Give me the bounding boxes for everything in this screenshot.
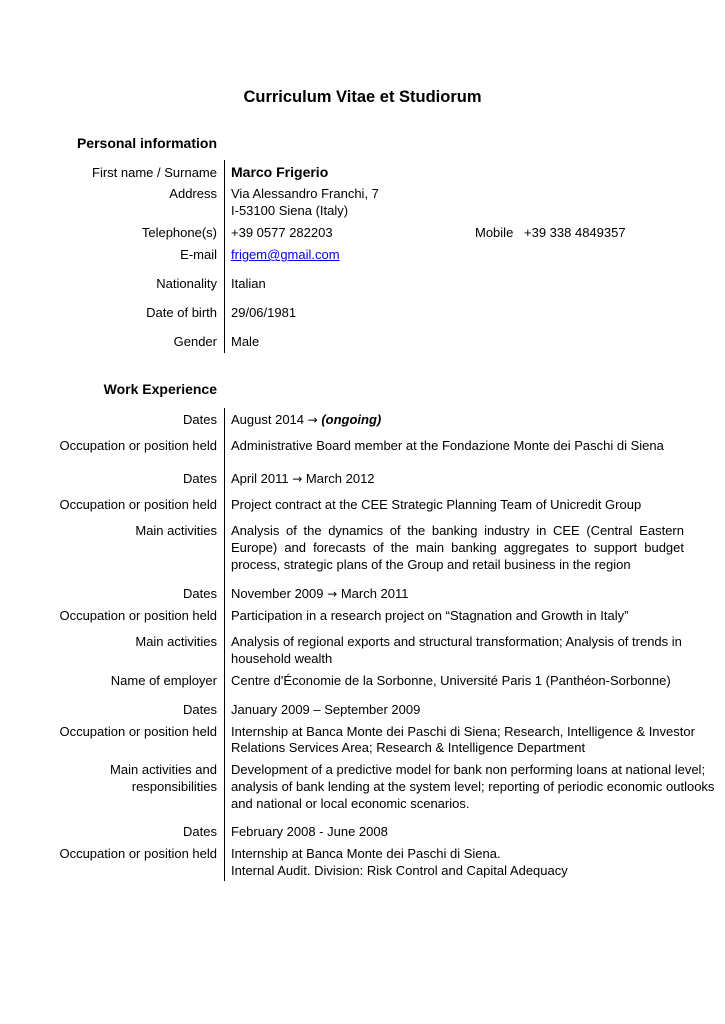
job1-occupation-label: Occupation or position held [59,438,217,453]
arrow-right-icon: → [307,413,318,427]
job1-occupation: Administrative Board member at the Fondazione Monte dei Paschi di Siena [231,438,664,453]
arrow-right-icon: → [292,472,303,486]
personal-info-heading: Personal information [76,135,217,151]
dob-label: Date of birth [146,305,217,320]
nationality-label: Nationality [156,276,217,291]
job4-occupation-line-1: Internship at Banca Monte dei Paschi di Siena; Research, Intelligence & Investor [231,724,695,739]
gender-label: Gender [173,334,217,349]
job4-activities-line-1: Development of a predictive model for bank non performing loans at national level; [231,762,706,777]
job4-activities-label-line-1: Main activities and [110,762,217,777]
job5-occupation-line-1: Internship at Banca Monte dei Paschi di Siena. [231,846,501,861]
job3-dates-label: Dates [183,586,217,601]
mobile-value: +39 338 4849357 [524,225,626,240]
job4-activities-line-3: and national or local economic scenarios. [231,796,470,811]
job2-dates: April 2011 → March 2012 [231,471,375,486]
job1-dates: August 2014 → (ongoing) [231,412,382,427]
address-line-1: Via Alessandro Franchi, 7 [231,186,379,201]
job3-occupation-label: Occupation or position held [59,608,217,623]
job1-dates-label: Dates [183,412,217,427]
job5-occupation-label: Occupation or position held [59,846,217,861]
full-name: Marco Frigerio [231,164,329,180]
job4-activities-line-2: analysis of bank lending at the system level; reporting of periodic economic outlooks [231,779,715,794]
address-line-2: I-53100 Siena (Italy) [231,203,349,218]
personal-divider [224,160,225,353]
job5-dates: February 2008 - June 2008 [231,824,388,839]
job3-activities-line-1: Analysis of regional exports and structural transformation; Analysis of trends in [231,634,682,649]
job4-dates-label: Dates [183,702,217,717]
job3-employer-label: Name of employer [110,673,217,688]
job2-dates-label: Dates [183,471,217,486]
email-label: E-mail [180,247,217,262]
email-link[interactable]: frigem@gmail.com [231,247,340,262]
job5-dates-label: Dates [183,824,217,839]
job5-occupation-line-2: Internal Audit. Division: Risk Control and Capital Adequacy [231,863,568,878]
job4-occupation-line-2: Relations Services Area; Research & Intelligence Department [231,740,586,755]
work-divider [224,408,225,881]
job2-activities: Analysis of the dynamics of the banking industry in CEE (Central Eastern Europe) and forecasts of the main banking aggregates to support budget process, strategic plans of the Group and retail business in the region [231,523,684,572]
arrow-right-icon: → [327,587,338,601]
job4-dates: January 2009 – September 2009 [231,702,421,717]
work-experience-heading: Work Experience [103,381,217,397]
job3-activities-line-2: household wealth [231,651,333,666]
name-label: First name / Surname [92,165,217,180]
mobile-label: Mobile [475,225,514,240]
job2-occupation-label: Occupation or position held [59,497,217,512]
job4-activities-label-line-2: responsibilities [131,779,217,794]
job3-activities-label: Main activities [135,634,217,649]
job3-occupation: Participation in a research project on “Stagnation and Growth in Italy” [231,608,629,623]
job2-occupation: Project contract at the CEE Strategic Planning Team of Unicredit Group [231,497,642,512]
telephone-value: +39 0577 282203 [231,225,333,240]
job4-occupation-label: Occupation or position held [59,724,217,739]
telephone-label: Telephone(s) [141,225,217,240]
dob-value: 29/06/1981 [231,305,297,320]
job3-dates: November 2009 → March 2011 [231,586,409,601]
document-title: Curriculum Vitae et Studiorum [243,88,482,106]
job3-employer: Centre d'Économie de la Sorbonne, Université Paris 1 (Panthéon-Sorbonne) [231,673,671,688]
nationality-value: Italian [231,276,266,291]
job2-activities-label: Main activities [135,523,217,538]
address-label: Address [169,186,217,201]
gender-value: Male [231,334,260,349]
